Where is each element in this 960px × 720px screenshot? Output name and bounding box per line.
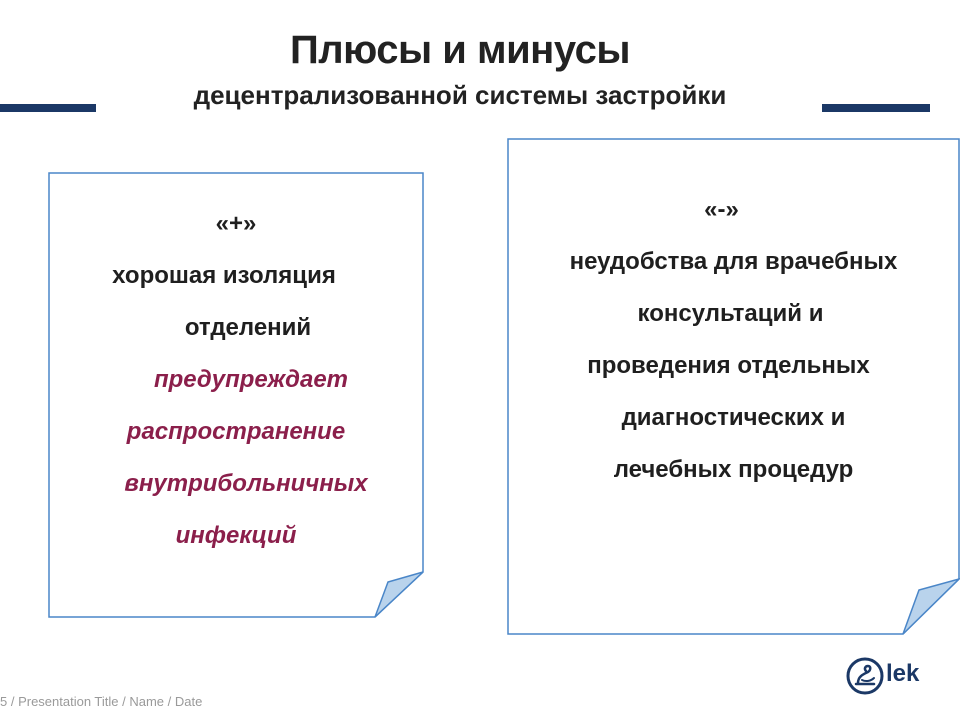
lek-logo-word: lek	[886, 660, 920, 687]
cons-heading: «-»	[704, 196, 739, 223]
cons-line: консультаций и	[637, 300, 824, 327]
slide-footer: 5 / Presentation Title / Name / Date	[0, 694, 203, 709]
cons-line: проведения отдельных	[587, 352, 870, 379]
pros-note	[48, 172, 424, 618]
pros-line: хорошая изоляция	[112, 262, 336, 289]
lek-swan-logo-icon	[846, 656, 884, 696]
cons-text	[507, 184, 960, 496]
pros-highlight-line: инфекций	[175, 522, 297, 549]
title-rule-left	[0, 104, 96, 112]
cons-note	[507, 138, 960, 635]
title-rule-right	[822, 104, 930, 112]
lek-logo	[846, 656, 942, 696]
slide-title: Плюсы и минусы	[289, 28, 630, 72]
cons-line: диагностических и	[621, 404, 846, 431]
slide-subtitle: децентрализованной системы застройки	[193, 80, 727, 110]
pros-highlight-line: внутрибольничных	[124, 470, 368, 497]
pros-heading: «+»	[215, 210, 257, 237]
pros-text	[48, 198, 424, 562]
cons-line: неудобства для врачебных	[569, 248, 898, 275]
cons-line: лечебных процедур	[613, 456, 854, 483]
pros-highlight-line: предупреждает	[153, 366, 349, 393]
pros-highlight-line: распространение	[126, 418, 346, 445]
pros-line: отделений	[184, 314, 312, 341]
